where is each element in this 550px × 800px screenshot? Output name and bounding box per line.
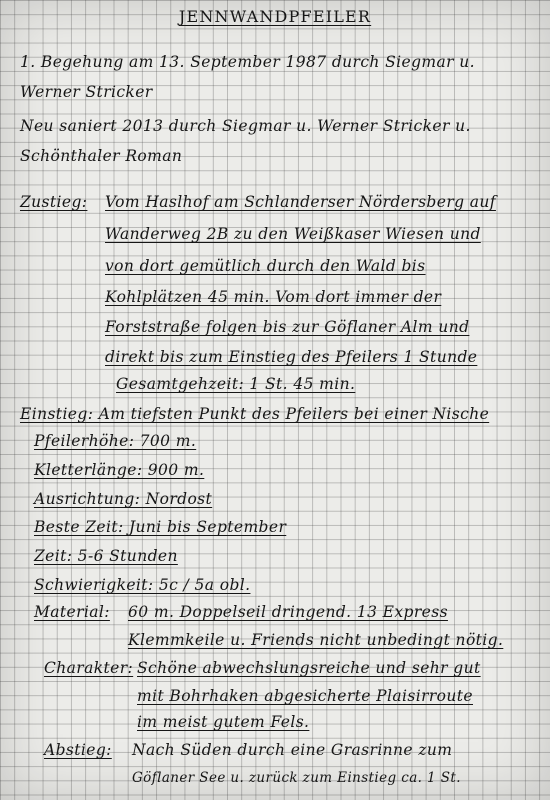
einstieg-line: Einstieg: Am tiefsten Punkt des Pfeilers bei einer Nische	[20, 405, 490, 423]
title-text: JENNWANDPFEILER	[178, 7, 372, 26]
material-label: Material:	[34, 603, 110, 621]
kletterlaenge-line: Kletterlänge: 900 m.	[34, 461, 205, 479]
intro-line-4: Schönthaler Roman	[20, 147, 183, 165]
page-title	[0, 6, 550, 28]
charakter-line-3: im meist gutem Fels.	[137, 713, 310, 731]
charakter-line-1: Schöne abwechslungsreiche und sehr gut	[137, 659, 481, 677]
zustieg-line-3: von dort gemütlich durch den Wald bis	[105, 257, 426, 275]
zeit-line: Zeit: 5-6 Stunden	[34, 547, 178, 565]
intro-line-3: Neu saniert 2013 durch Siegmar u. Werner Stricker u.	[20, 117, 471, 135]
charakter-line-2: mit Bohrhaken abgesicherte Plaisirroute	[137, 687, 473, 705]
abstieg-line-1: Nach Süden durch eine Grasrinne zum	[132, 741, 453, 759]
zustieg-line-4: Kohlplätzen 45 min. Vom dort immer der	[105, 288, 442, 306]
material-line-1: 60 m. Doppelseil dringend. 13 Express	[128, 603, 448, 621]
material-line-2: Klemmkeile u. Friends nicht unbedingt nötig.	[128, 631, 504, 649]
zustieg-line-1: Vom Haslhof am Schlanderser Nördersberg auf	[105, 193, 496, 211]
zustieg-line-2: Wanderweg 2B zu den Weißkaser Wiesen und	[105, 225, 481, 243]
intro-line-2: Werner Stricker	[20, 83, 153, 101]
zustieg-label: Zustieg:	[20, 193, 88, 211]
charakter-label: Charakter:	[44, 659, 134, 677]
abstieg-line-2: Göflaner See u. zurück zum Einstieg ca. 1 St.	[132, 770, 461, 786]
zustieg-line-5: Forststraße folgen bis zur Göflaner Alm und	[105, 318, 470, 336]
pfeilerhoehe-line: Pfeilerhöhe: 700 m.	[34, 432, 197, 450]
zustieg-line-6: direkt bis zum Einstieg des Pfeilers 1 Stunde	[105, 348, 478, 366]
ausrichtung-line: Ausrichtung: Nordost	[34, 490, 213, 508]
intro-line-1: 1. Begehung am 13. September 1987 durch Siegmar u.	[20, 53, 475, 71]
schwierigkeit-line: Schwierigkeit: 5c / 5a obl.	[34, 576, 251, 594]
abstieg-label: Abstieg:	[44, 741, 112, 759]
zustieg-line-7: Gesamtgehzeit: 1 St. 45 min.	[116, 375, 356, 393]
beste-zeit-line: Beste Zeit: Juni bis September	[34, 518, 287, 536]
